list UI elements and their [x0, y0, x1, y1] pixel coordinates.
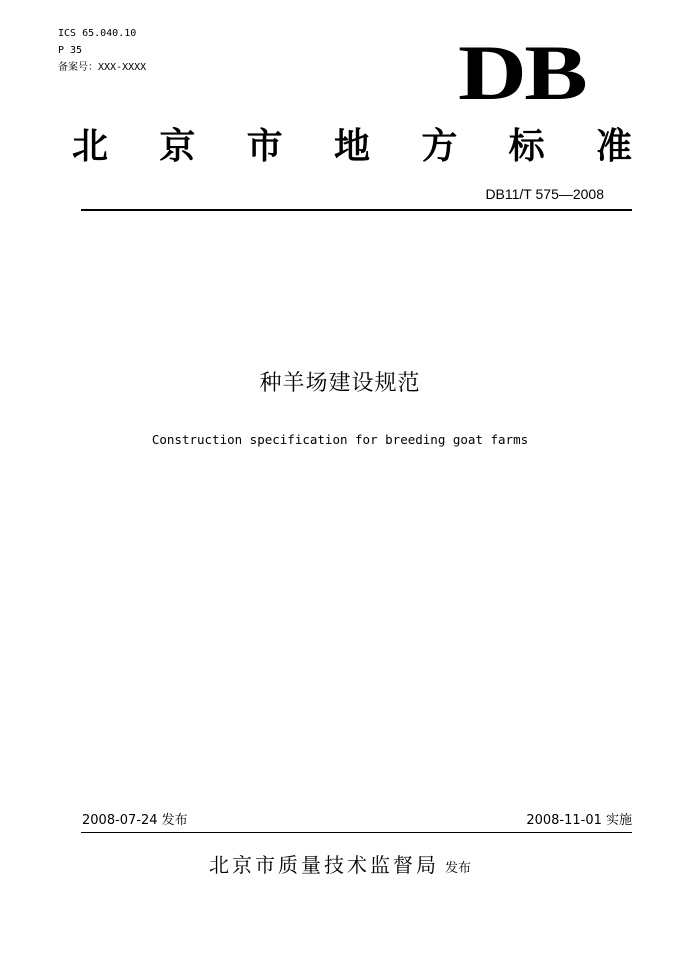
implementation-date: 2008-11-01 实施: [526, 813, 632, 828]
bottom-divider: [81, 832, 632, 833]
ccs-code: P 35: [58, 45, 83, 56]
standard-type-char: 方: [421, 126, 458, 167]
standard-number: DB11/T 575—2008: [485, 186, 604, 202]
document-title-en: Construction specification for breeding goat farms: [151, 432, 529, 447]
db-logo: DB: [458, 29, 586, 116]
standard-type-char: 地: [333, 126, 370, 167]
standard-type-char: 北: [72, 126, 109, 167]
standard-type-char: 市: [246, 126, 283, 167]
standard-type-char: 京: [159, 126, 196, 167]
ics-code: ICS 65.040.10: [58, 28, 137, 39]
publisher-name: 北京市质量技术监督局: [208, 853, 439, 877]
document-title-cn: 种羊场建设规范: [259, 371, 421, 396]
filing-number: 备案号：XXX-XXXX: [58, 62, 147, 73]
standard-type-title: [72, 122, 632, 172]
top-divider: [81, 209, 632, 211]
issue-date: 2008-07-24 发布: [82, 813, 188, 828]
standard-type-char: 准: [595, 126, 632, 167]
publisher-suffix: 发布: [444, 861, 471, 876]
standard-type-char: 标: [508, 126, 545, 167]
publisher: [0, 852, 680, 882]
